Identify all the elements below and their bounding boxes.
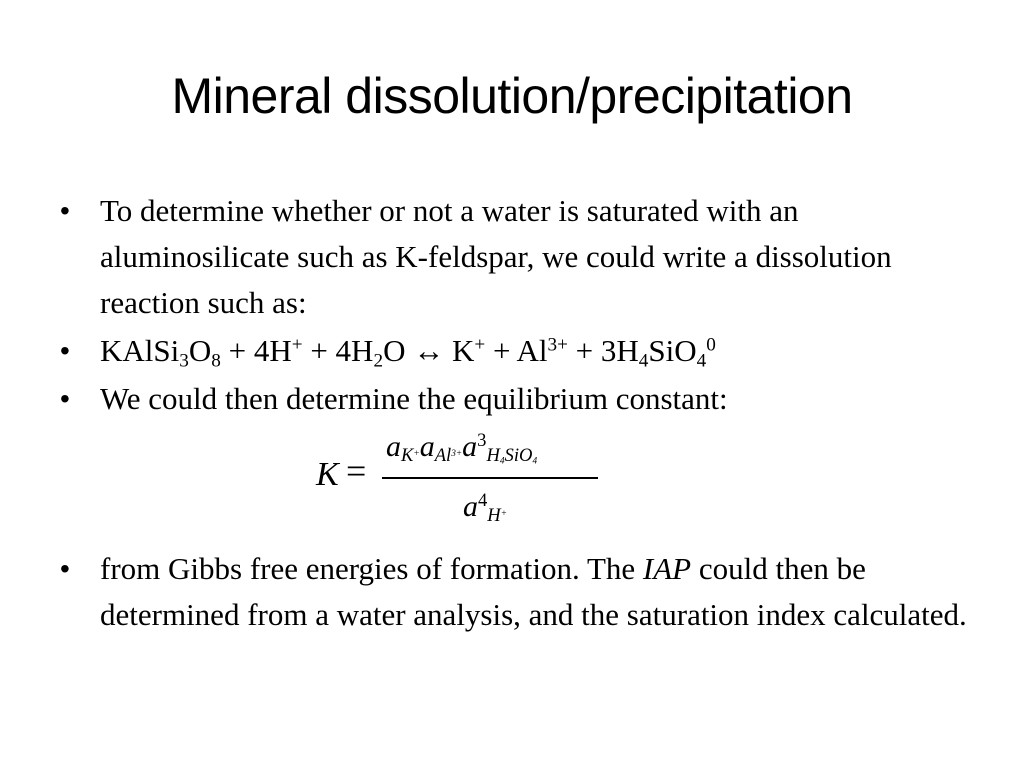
equilibrium-arrow-icon: ↔ xyxy=(413,333,445,368)
bullet-list xyxy=(60,188,990,640)
bullet-item xyxy=(60,376,990,422)
bullet-text: To determine whether or not a water is saturated with an aluminosilicate such as K-feldspar, we could write a dissolution reaction such as: xyxy=(100,193,892,320)
formula-equals: = xyxy=(346,451,367,491)
equilibrium-constant-formula xyxy=(60,424,990,544)
slide-title: Mineral dissolution/precipitation xyxy=(171,68,853,124)
formula-k: K xyxy=(316,456,339,493)
bullet-item xyxy=(60,188,990,326)
reaction-equation xyxy=(60,328,990,374)
bullet-icon: • xyxy=(60,553,70,584)
bullet-text: from Gibbs free energies of formation. The IAP could then be determined from a water analysis, and the saturation index calculated. xyxy=(100,551,967,632)
bullet-icon: • xyxy=(60,383,70,414)
reaction-text: $KAlSi_3O_8 + 4H^+ + 4H_2O$ ↔ $K^+ + Al^{3+} + 3H_4SiO_4^0$ xyxy=(100,333,716,372)
bullet-icon: • xyxy=(60,335,70,366)
bullet-icon: • xyxy=(60,195,70,226)
formula-denominator: $a^4_{H^+}$ xyxy=(463,489,508,527)
formula-numerator: $a_{K^+}a_{Al^{3+}}a^3_{H_4SiO_4}$ xyxy=(386,429,538,467)
bullet-text: We could then determine the equilibrium constant: xyxy=(100,381,728,416)
fraction-bar xyxy=(382,477,598,479)
bullet-item xyxy=(60,546,990,638)
